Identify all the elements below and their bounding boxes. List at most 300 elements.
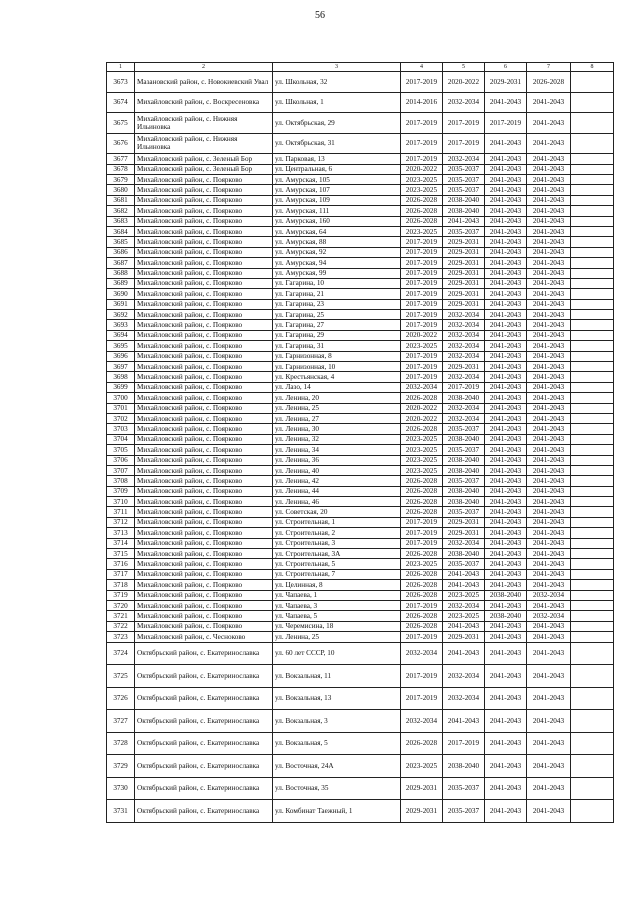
locality-cell: Михайловский район, с. Поярково: [135, 517, 273, 527]
period-cell: 2041-2043: [527, 341, 571, 351]
period-cell: 2038-2040: [443, 195, 485, 205]
period-cell: 2041-2043: [485, 247, 527, 257]
table-row: [107, 687, 614, 710]
period-cell: 2032-2034: [443, 320, 485, 330]
address-cell: ул. Восточная, 35: [273, 777, 401, 800]
period-cell: 2041-2043: [527, 320, 571, 330]
housing-table: [106, 62, 614, 823]
address-cell: ул. Комбинат Таежный, 1: [273, 800, 401, 823]
address-cell: ул. Амурская, 160: [273, 216, 401, 226]
period-cell: 2041-2043: [485, 195, 527, 205]
note-cell: [571, 330, 614, 340]
period-cell: 2041-2043: [485, 320, 527, 330]
period-cell: 2017-2019: [401, 278, 443, 288]
locality-cell: Михайловский район, с. Поярково: [135, 382, 273, 392]
note-cell: [571, 258, 614, 268]
table-row: [107, 569, 614, 579]
period-cell: 2023-2025: [401, 559, 443, 569]
locality-cell: Октябрьский район, с. Екатеринославка: [135, 710, 273, 733]
period-cell: 2041-2043: [485, 226, 527, 236]
period-cell: 2038-2040: [443, 497, 485, 507]
row-number: 3718: [107, 580, 135, 590]
period-cell: 2041-2043: [485, 289, 527, 299]
locality-cell: Михайловский район, с. Поярково: [135, 569, 273, 579]
note-cell: [571, 538, 614, 548]
locality-cell: Михайловский район, с. Поярково: [135, 413, 273, 423]
note-cell: [571, 611, 614, 621]
table-row: [107, 289, 614, 299]
locality-cell: Михайловский район, с. Поярково: [135, 247, 273, 257]
address-cell: ул. Ленина, 30: [273, 424, 401, 434]
period-cell: 2029-2031: [443, 517, 485, 527]
address-cell: ул. Школьная, 32: [273, 72, 401, 93]
locality-cell: Михайловский район, с. Поярково: [135, 320, 273, 330]
locality-cell: Михайловский район, с. Поярково: [135, 621, 273, 631]
locality-cell: Михайловский район, с. Поярково: [135, 278, 273, 288]
period-cell: 2041-2043: [527, 621, 571, 631]
table-row: [107, 133, 614, 154]
address-cell: ул. Черемисина, 18: [273, 621, 401, 631]
period-cell: 2041-2043: [527, 517, 571, 527]
table-row: [107, 72, 614, 93]
locality-cell: Мазановский район, с. Новокиевский Увал: [135, 72, 273, 93]
locality-cell: Михайловский район, с. Поярково: [135, 372, 273, 382]
table-row: [107, 538, 614, 548]
address-cell: ул. Амурская, 105: [273, 174, 401, 184]
address-cell: ул. Ленина, 34: [273, 445, 401, 455]
period-cell: 2023-2025: [401, 341, 443, 351]
locality-cell: Октябрьский район, с. Екатеринославка: [135, 755, 273, 778]
period-cell: 2041-2043: [485, 497, 527, 507]
table-row: [107, 486, 614, 496]
row-number: 3675: [107, 113, 135, 134]
locality-cell: Михайловский район, с. Поярково: [135, 330, 273, 340]
locality-cell: Михайловский район, с. Поярково: [135, 362, 273, 372]
period-cell: 2041-2043: [527, 174, 571, 184]
table-row: [107, 549, 614, 559]
row-number: 3702: [107, 413, 135, 423]
row-number: 3694: [107, 330, 135, 340]
row-number: 3710: [107, 497, 135, 507]
address-cell: ул. Строительная, 5: [273, 559, 401, 569]
table-row: [107, 665, 614, 688]
note-cell: [571, 247, 614, 257]
note-cell: [571, 507, 614, 517]
row-number: 3689: [107, 278, 135, 288]
period-cell: 2041-2043: [485, 777, 527, 800]
period-cell: 2017-2019: [401, 289, 443, 299]
period-cell: 2041-2043: [527, 258, 571, 268]
period-cell: 2017-2019: [443, 113, 485, 134]
period-cell: 2026-2028: [401, 216, 443, 226]
column-header: 2: [135, 63, 273, 72]
note-cell: [571, 434, 614, 444]
period-cell: 2032-2034: [443, 413, 485, 423]
row-number: 3687: [107, 258, 135, 268]
note-cell: [571, 465, 614, 475]
table-row: [107, 164, 614, 174]
address-cell: ул. Ленина, 27: [273, 413, 401, 423]
period-cell: 2041-2043: [485, 278, 527, 288]
note-cell: [571, 154, 614, 164]
period-cell: 2041-2043: [527, 559, 571, 569]
table-row: [107, 580, 614, 590]
note-cell: [571, 732, 614, 755]
period-cell: 2017-2019: [401, 320, 443, 330]
period-cell: 2041-2043: [485, 330, 527, 340]
locality-cell: Михайловский район, с. Поярково: [135, 237, 273, 247]
period-cell: 2023-2025: [401, 185, 443, 195]
table-row: [107, 403, 614, 413]
row-number: 3699: [107, 382, 135, 392]
period-cell: 2038-2040: [443, 486, 485, 496]
period-cell: 2035-2037: [443, 185, 485, 195]
row-number: 3708: [107, 476, 135, 486]
row-number: 3728: [107, 732, 135, 755]
row-number: 3730: [107, 777, 135, 800]
period-cell: 2041-2043: [485, 382, 527, 392]
period-cell: 2023-2025: [401, 455, 443, 465]
period-cell: 2017-2019: [401, 528, 443, 538]
address-cell: ул. Амурская, 88: [273, 237, 401, 247]
row-number: 3715: [107, 549, 135, 559]
period-cell: 2017-2019: [401, 299, 443, 309]
locality-cell: Михайловский район, с. Поярково: [135, 455, 273, 465]
period-cell: 2041-2043: [527, 216, 571, 226]
period-cell: 2026-2028: [401, 621, 443, 631]
period-cell: 2041-2043: [527, 434, 571, 444]
address-cell: ул. Октябрьская, 29: [273, 113, 401, 134]
period-cell: 2032-2034: [443, 665, 485, 688]
period-cell: 2029-2031: [401, 800, 443, 823]
locality-cell: Михайловский район, с. Поярково: [135, 289, 273, 299]
locality-cell: Михайловский район, с. Зеленый Бор: [135, 164, 273, 174]
period-cell: 2017-2019: [401, 601, 443, 611]
note-cell: [571, 226, 614, 236]
period-cell: 2017-2019: [401, 154, 443, 164]
period-cell: 2017-2019: [401, 133, 443, 154]
locality-cell: Октябрьский район, с. Екатеринославка: [135, 732, 273, 755]
period-cell: 2035-2037: [443, 476, 485, 486]
period-cell: 2041-2043: [527, 268, 571, 278]
period-cell: 2026-2028: [401, 393, 443, 403]
period-cell: 2032-2034: [443, 372, 485, 382]
row-number: 3695: [107, 341, 135, 351]
period-cell: 2032-2034: [401, 642, 443, 665]
period-cell: 2023-2025: [401, 445, 443, 455]
period-cell: 2029-2031: [443, 258, 485, 268]
period-cell: 2041-2043: [485, 351, 527, 361]
note-cell: [571, 206, 614, 216]
note-cell: [571, 755, 614, 778]
table-row: [107, 299, 614, 309]
locality-cell: Михайловский район, с. Поярково: [135, 216, 273, 226]
period-cell: 2032-2034: [401, 382, 443, 392]
locality-cell: Октябрьский район, с. Екатеринославка: [135, 642, 273, 665]
address-cell: ул. Целинная, 8: [273, 580, 401, 590]
row-number: 3724: [107, 642, 135, 665]
table-row: [107, 434, 614, 444]
address-cell: ул. Крестьянская, 4: [273, 372, 401, 382]
note-cell: [571, 72, 614, 93]
table-row: [107, 237, 614, 247]
row-number: 3721: [107, 611, 135, 621]
period-cell: 2038-2040: [443, 549, 485, 559]
period-cell: 2041-2043: [443, 569, 485, 579]
note-cell: [571, 113, 614, 134]
period-cell: 2041-2043: [485, 569, 527, 579]
period-cell: 2041-2043: [485, 299, 527, 309]
table-row: [107, 320, 614, 330]
period-cell: 2032-2034: [401, 710, 443, 733]
locality-cell: Михайловский район, с. Поярково: [135, 601, 273, 611]
period-cell: 2041-2043: [485, 800, 527, 823]
period-cell: 2041-2043: [527, 569, 571, 579]
period-cell: 2041-2043: [527, 755, 571, 778]
period-cell: 2041-2043: [485, 174, 527, 184]
column-header: 1: [107, 63, 135, 72]
period-cell: 2041-2043: [527, 310, 571, 320]
period-cell: 2041-2043: [527, 710, 571, 733]
row-number: 3684: [107, 226, 135, 236]
locality-cell: Михайловский район, с. Нижняя Ильиновка: [135, 133, 273, 154]
row-number: 3723: [107, 632, 135, 642]
period-cell: 2041-2043: [527, 601, 571, 611]
note-cell: [571, 580, 614, 590]
period-cell: 2032-2034: [443, 154, 485, 164]
period-cell: 2041-2043: [527, 732, 571, 755]
note-cell: [571, 278, 614, 288]
period-cell: 2041-2043: [485, 92, 527, 113]
row-number: 3688: [107, 268, 135, 278]
period-cell: 2035-2037: [443, 164, 485, 174]
address-cell: ул. Лазо, 14: [273, 382, 401, 392]
table-row: [107, 351, 614, 361]
period-cell: 2026-2028: [401, 590, 443, 600]
locality-cell: Михайловский район, с. Воскресеновка: [135, 92, 273, 113]
locality-cell: Октябрьский район, с. Екатеринославка: [135, 665, 273, 688]
period-cell: 2017-2019: [401, 538, 443, 548]
period-cell: 2041-2043: [485, 372, 527, 382]
period-cell: 2026-2028: [401, 611, 443, 621]
period-cell: 2041-2043: [485, 237, 527, 247]
period-cell: 2041-2043: [485, 528, 527, 538]
period-cell: 2032-2034: [443, 341, 485, 351]
row-number: 3676: [107, 133, 135, 154]
period-cell: 2026-2028: [527, 72, 571, 93]
table-row: [107, 455, 614, 465]
address-cell: ул. Чапаева, 3: [273, 601, 401, 611]
table-row: [107, 559, 614, 569]
period-cell: 2041-2043: [527, 185, 571, 195]
address-cell: ул. Амурская, 92: [273, 247, 401, 257]
table-row: [107, 174, 614, 184]
address-cell: ул. Ленина, 20: [273, 393, 401, 403]
table-row: [107, 341, 614, 351]
address-cell: ул. Гагарина, 25: [273, 310, 401, 320]
period-cell: 2041-2043: [485, 403, 527, 413]
period-cell: 2017-2019: [485, 113, 527, 134]
address-cell: ул. Амурская, 107: [273, 185, 401, 195]
table-row: [107, 278, 614, 288]
period-cell: 2041-2043: [443, 580, 485, 590]
period-cell: 2041-2043: [485, 258, 527, 268]
period-cell: 2029-2031: [443, 362, 485, 372]
period-cell: 2017-2019: [401, 351, 443, 361]
address-cell: ул. Ленина, 40: [273, 465, 401, 475]
row-number: 3690: [107, 289, 135, 299]
period-cell: 2032-2034: [443, 601, 485, 611]
period-cell: 2038-2040: [443, 206, 485, 216]
note-cell: [571, 92, 614, 113]
table-row: [107, 92, 614, 113]
period-cell: 2026-2028: [401, 569, 443, 579]
period-cell: 2026-2028: [401, 195, 443, 205]
period-cell: 2041-2043: [527, 113, 571, 134]
table-header-row: [107, 63, 614, 72]
period-cell: 2041-2043: [527, 330, 571, 340]
locality-cell: Михайловский район, с. Поярково: [135, 445, 273, 455]
table-row: [107, 393, 614, 403]
locality-cell: Михайловский район, с. Поярково: [135, 549, 273, 559]
period-cell: 2029-2031: [443, 268, 485, 278]
address-cell: ул. Центральная, 6: [273, 164, 401, 174]
locality-cell: Михайловский район, с. Поярково: [135, 310, 273, 320]
table-row: [107, 528, 614, 538]
period-cell: 2023-2025: [443, 590, 485, 600]
note-cell: [571, 320, 614, 330]
column-header: 3: [273, 63, 401, 72]
period-cell: 2041-2043: [485, 687, 527, 710]
row-number: 3674: [107, 92, 135, 113]
row-number: 3681: [107, 195, 135, 205]
locality-cell: Михайловский район, с. Поярково: [135, 611, 273, 621]
row-number: 3705: [107, 445, 135, 455]
address-cell: ул. Чапаева, 5: [273, 611, 401, 621]
note-cell: [571, 777, 614, 800]
period-cell: 2017-2019: [443, 732, 485, 755]
table-row: [107, 195, 614, 205]
period-cell: 2026-2028: [401, 476, 443, 486]
period-cell: 2029-2031: [443, 289, 485, 299]
period-cell: 2020-2022: [401, 403, 443, 413]
period-cell: 2041-2043: [485, 580, 527, 590]
row-number: 3677: [107, 154, 135, 164]
period-cell: 2020-2022: [443, 72, 485, 93]
period-cell: 2038-2040: [485, 611, 527, 621]
period-cell: 2041-2043: [527, 549, 571, 559]
note-cell: [571, 455, 614, 465]
row-number: 3700: [107, 393, 135, 403]
period-cell: 2041-2043: [527, 580, 571, 590]
period-cell: 2029-2031: [443, 528, 485, 538]
table-row: [107, 310, 614, 320]
period-cell: 2041-2043: [485, 434, 527, 444]
period-cell: 2038-2040: [443, 434, 485, 444]
row-number: 3719: [107, 590, 135, 600]
period-cell: 2035-2037: [443, 174, 485, 184]
period-cell: 2041-2043: [527, 289, 571, 299]
locality-cell: Михайловский район, с. Поярково: [135, 195, 273, 205]
address-cell: ул. Гагарина, 31: [273, 341, 401, 351]
address-cell: ул. Гарнизонная, 8: [273, 351, 401, 361]
table-row: [107, 755, 614, 778]
note-cell: [571, 549, 614, 559]
period-cell: 2041-2043: [527, 299, 571, 309]
period-cell: 2029-2031: [443, 299, 485, 309]
period-cell: 2029-2031: [485, 72, 527, 93]
table-row: [107, 382, 614, 392]
table-row: [107, 642, 614, 665]
period-cell: 2023-2025: [401, 755, 443, 778]
note-cell: [571, 569, 614, 579]
period-cell: 2035-2037: [443, 226, 485, 236]
period-cell: 2041-2043: [485, 216, 527, 226]
locality-cell: Октябрьский район, с. Екатеринославка: [135, 687, 273, 710]
note-cell: [571, 413, 614, 423]
period-cell: 2041-2043: [527, 393, 571, 403]
row-number: 3716: [107, 559, 135, 569]
period-cell: 2014-2016: [401, 92, 443, 113]
note-cell: [571, 185, 614, 195]
table-row: [107, 113, 614, 134]
period-cell: 2041-2043: [485, 538, 527, 548]
period-cell: 2032-2034: [443, 351, 485, 361]
period-cell: 2041-2043: [527, 133, 571, 154]
locality-cell: Михайловский район, с. Поярково: [135, 528, 273, 538]
table-row: [107, 268, 614, 278]
locality-cell: Михайловский район, с. Поярково: [135, 185, 273, 195]
note-cell: [571, 665, 614, 688]
address-cell: ул. Амурская, 99: [273, 268, 401, 278]
period-cell: 2035-2037: [443, 424, 485, 434]
period-cell: 2041-2043: [485, 549, 527, 559]
table-row: [107, 424, 614, 434]
locality-cell: Михайловский район, с. Поярково: [135, 590, 273, 600]
column-header: 5: [443, 63, 485, 72]
locality-cell: Михайловский район, с. Поярково: [135, 497, 273, 507]
period-cell: 2023-2025: [401, 434, 443, 444]
row-number: 3727: [107, 710, 135, 733]
address-cell: ул. Строительная, 3: [273, 538, 401, 548]
column-header: 4: [401, 63, 443, 72]
period-cell: 2041-2043: [527, 476, 571, 486]
address-cell: ул. Чапаева, 1: [273, 590, 401, 600]
note-cell: [571, 621, 614, 631]
address-cell: ул. Ленина, 42: [273, 476, 401, 486]
table-row: [107, 465, 614, 475]
period-cell: 2017-2019: [401, 372, 443, 382]
table-row: [107, 590, 614, 600]
address-cell: ул. Ленина, 32: [273, 434, 401, 444]
address-cell: ул. Ленина, 36: [273, 455, 401, 465]
period-cell: 2041-2043: [485, 445, 527, 455]
period-cell: 2041-2043: [527, 528, 571, 538]
row-number: 3691: [107, 299, 135, 309]
note-cell: [571, 590, 614, 600]
period-cell: 2041-2043: [527, 382, 571, 392]
row-number: 3685: [107, 237, 135, 247]
locality-cell: Михайловский район, с. Поярково: [135, 486, 273, 496]
period-cell: 2035-2037: [443, 800, 485, 823]
period-cell: 2041-2043: [485, 517, 527, 527]
period-cell: 2017-2019: [401, 362, 443, 372]
period-cell: 2017-2019: [401, 687, 443, 710]
table-row: [107, 206, 614, 216]
table-row: [107, 154, 614, 164]
period-cell: 2035-2037: [443, 445, 485, 455]
period-cell: 2041-2043: [443, 642, 485, 665]
